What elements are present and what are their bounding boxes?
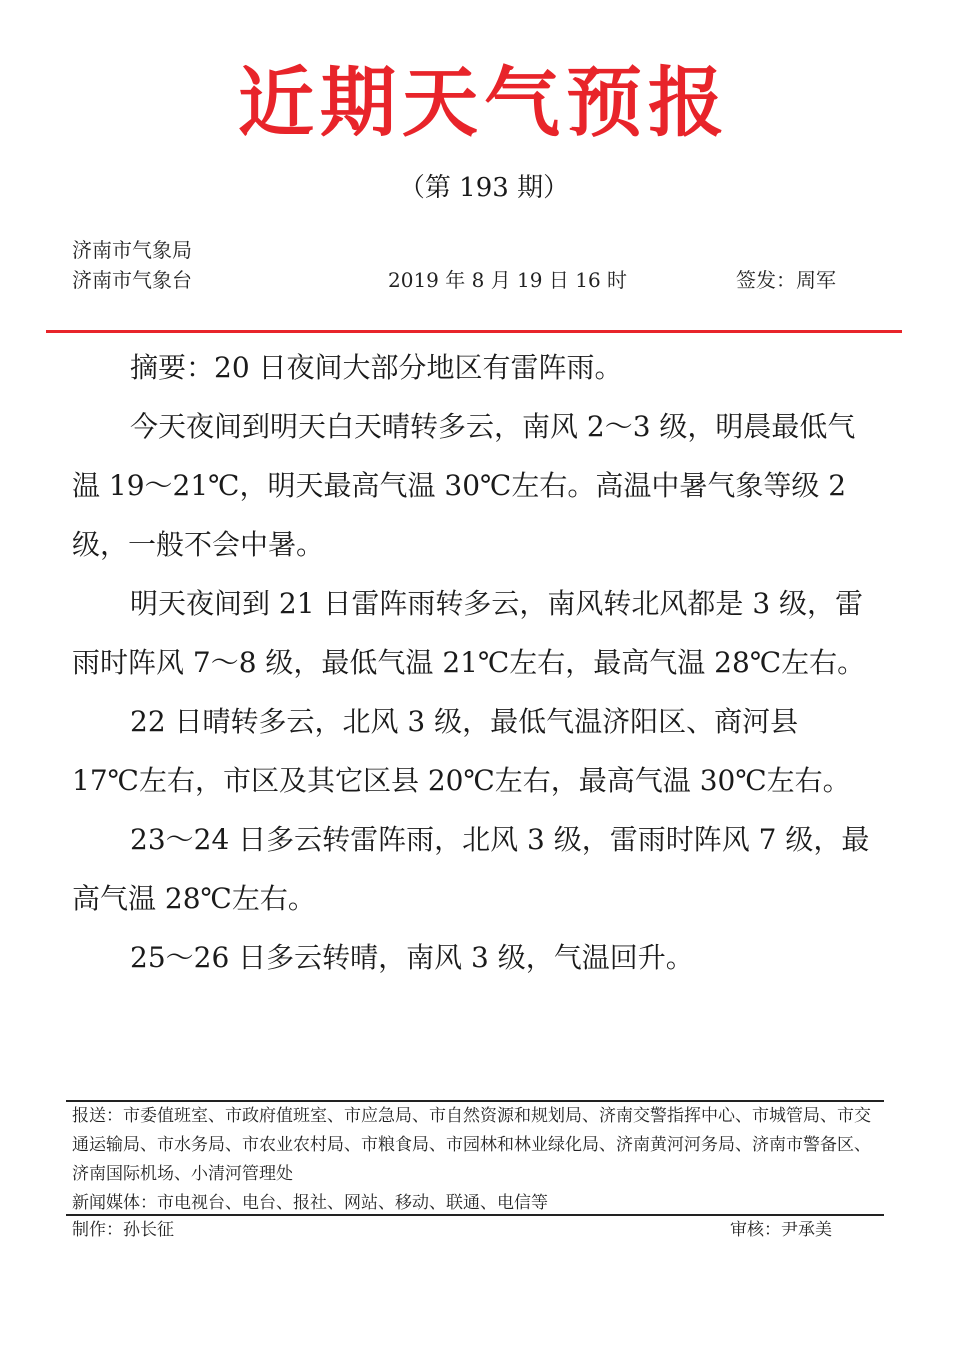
forecast-paragraph: 明天夜间到 21 日雷阵雨转多云，南风转北风都是 3 级，雷雨时阵风 7～8 级，最低气温 21℃左右，最高气温 28℃左右。 xyxy=(72,587,866,679)
distribution-list xyxy=(72,1102,872,1218)
recipients: 报送：市委值班室、市政府值班室、市应急局、市自然资源和规划局、济南交警指挥中心、市城管局、市交通运输局、市水务局、市农业农村局、市粮食局、市园林和林业绿化局、济南黄河河务局、济南市警备区、济南国际机场、小清河管理处 xyxy=(72,1106,871,1184)
forecast-summary: 摘要：20 日夜间大部分地区有雷阵雨。 xyxy=(130,351,623,384)
reviewer: 审核：尹承美 xyxy=(730,1220,832,1240)
org-observatory: 济南市气象台 xyxy=(72,268,192,292)
forecast-paragraph: 25～26 日多云转晴，南风 3 级，气温回升。 xyxy=(130,941,694,974)
issuer: 签发：周军 xyxy=(736,268,836,292)
issue-number: （第 193 期） xyxy=(398,173,570,203)
issue-datetime: 2019 年 8 月 19 日 16 时 xyxy=(388,268,628,292)
page-title: 近期天气预报 xyxy=(238,58,730,147)
forecast-body xyxy=(72,338,872,987)
header-divider xyxy=(46,330,902,333)
forecast-paragraph: 22 日晴转多云，北风 3 级，最低气温济阳区、商河县 17℃左右，市区及其它区县 20℃左右，最高气温 30℃左右。 xyxy=(72,705,851,797)
producer: 制作：孙长征 xyxy=(72,1220,174,1240)
forecast-paragraph: 23～24 日多云转雷阵雨，北风 3 级，雷雨时阵风 7 级，最高气温 28℃左右。 xyxy=(72,823,870,915)
media-list: 新闻媒体：市电视台、电台、报社、网站、移动、联通、电信等 xyxy=(72,1193,548,1213)
forecast-paragraph: 今天夜间到明天白天晴转多云，南风 2～3 级，明晨最低气温 19～21℃，明天最高气温 30℃左右。高温中暑气象等级 2 级，一般不会中暑。 xyxy=(72,410,856,561)
org-bureau: 济南市气象局 xyxy=(72,238,192,262)
